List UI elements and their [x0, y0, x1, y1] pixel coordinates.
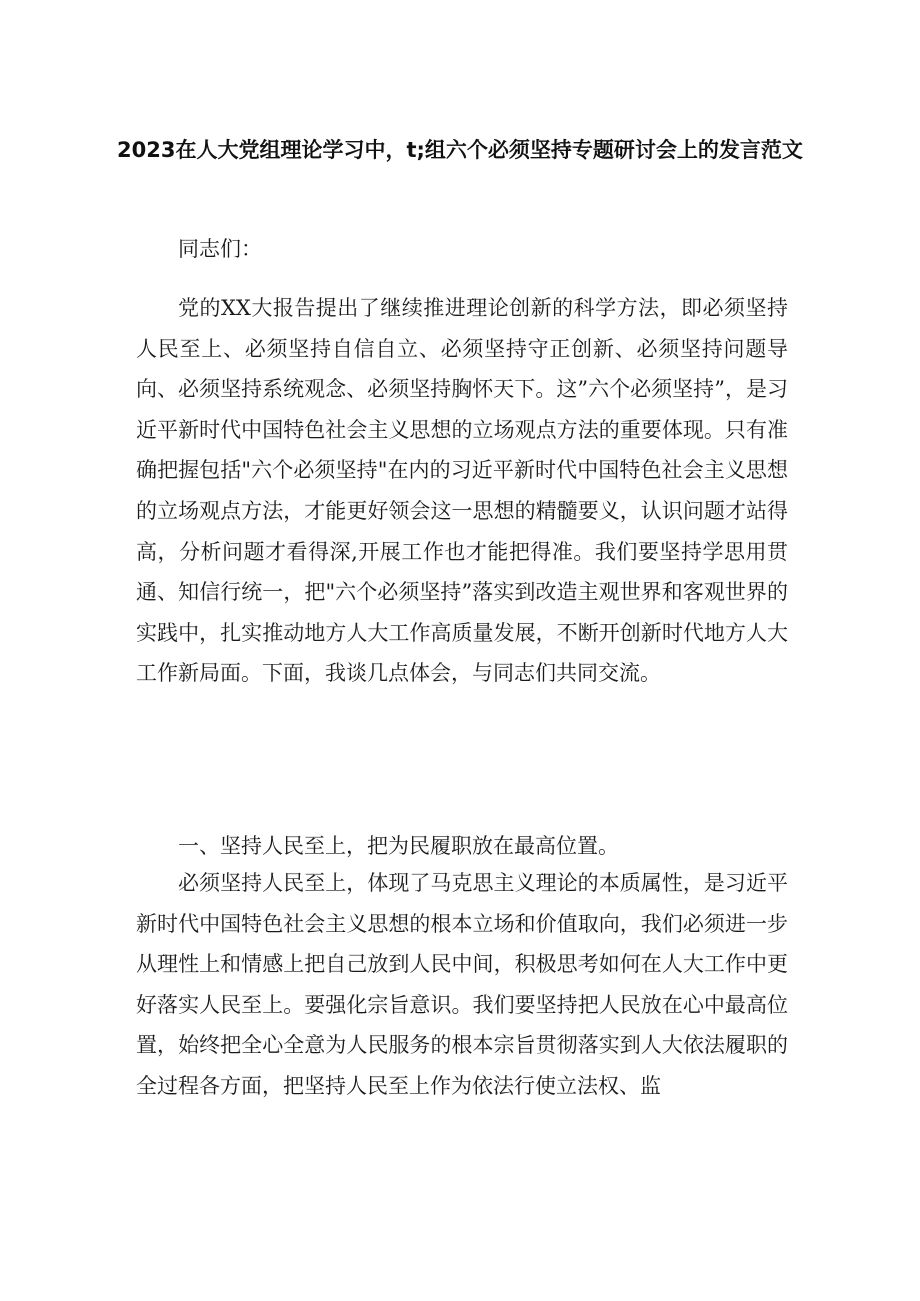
- intro-paragraph: 党的XX大报告提出了继续推进理论创新的科学方法，即必须坚持人民至上、必须坚持自信自立、必须坚持守正创新、必须坚持问题导向、必须坚持系统观念、必须坚持胸怀天下。这”六个必须坚持”，是习近平新时代中国特色社会主义思想的立场观点方法的重要体现。只有准确把握包括"六个必须坚持"在内的习近平新时代中国特色社会主义思想的立场观点方法，才能更好领会这一思想的精髓要义，认识问题才站得高，分析问题才看得深,开展工作也才能把得准。我们要坚持学思用贯通、知信行统一，把"六个必须坚持”落实到改造主观世界和客观世界的实践中，扎实推动地方人大工作高质量发展，不断开创新时代地方人大工作新局面。下面，我谈几点体会，与同志们共同交流。: [136, 296, 788, 686]
- section-heading-1: 一、坚持人民至上，把为民履职放在最高位置。: [178, 834, 619, 858]
- document-title: 2023在人大党组理论学习中，t;组六个必须坚持专题研讨会上的发言范文: [117, 138, 803, 162]
- greeting-paragraph: 同志们：: [178, 237, 262, 261]
- section-1-paragraph: 必须坚持人民至上，体现了马克思主义理论的本质属性，是习近平新时代中国特色社会主义思想的根本立场和价值取向，我们必须进一步从理性上和情感上把自己放到人民中间，积极思考如何在人大工作中更好落实人民至上。要强化宗旨意识。我们要坚持把人民放在心中最高位置，始终把全心全意为人民服务的根本宗旨贯彻落实到人大依法履职的全过程各方面，把坚持人民至上作为依法行使立法权、监: [136, 871, 788, 1098]
